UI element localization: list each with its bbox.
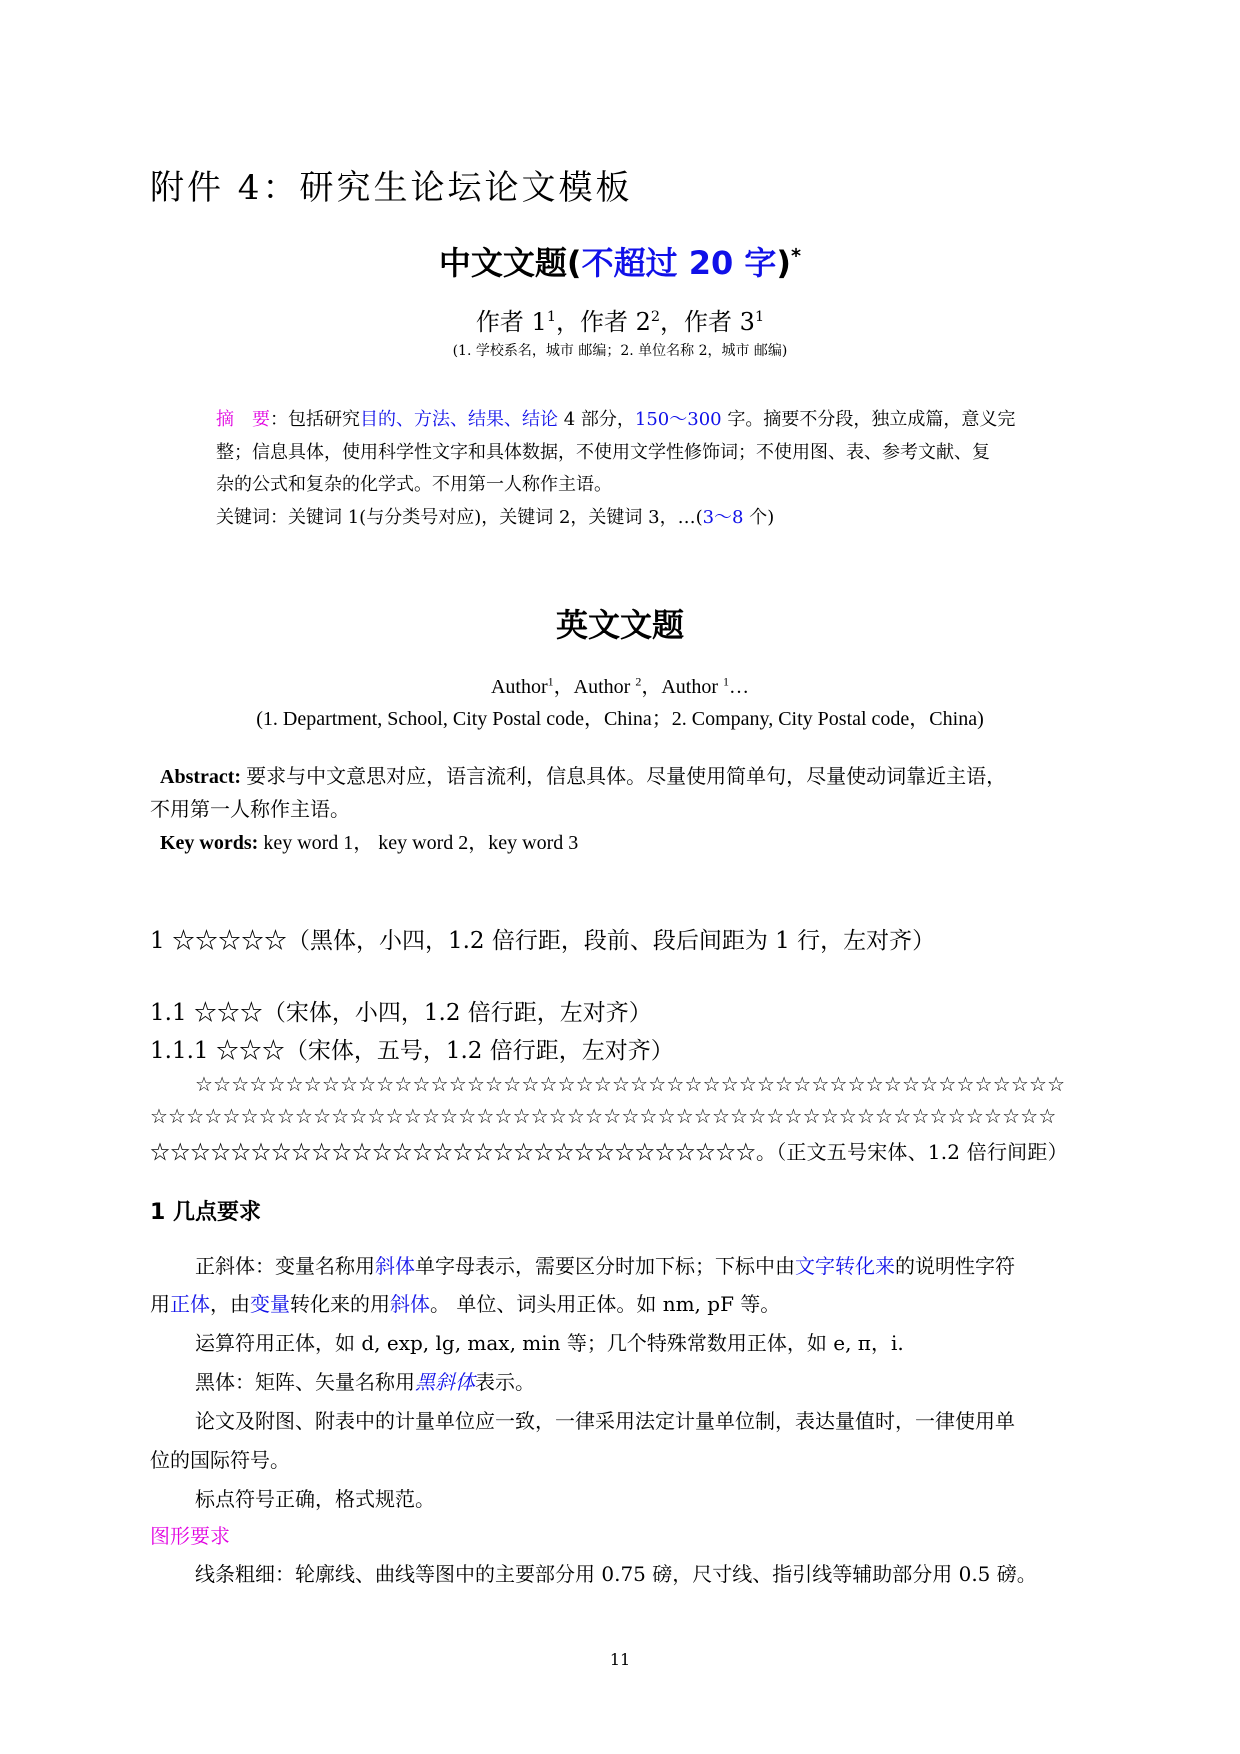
para1-text-h: ，由 xyxy=(210,1292,250,1316)
cn-abstract-line-3: 杂的公式和复杂的化学式。不用第一人称作主语。 xyxy=(216,474,612,495)
en-authors-ellipsis: … xyxy=(729,676,749,698)
en-author-3: ，Author xyxy=(641,676,723,698)
en-keywords-text: key word 1， key word 2，key word 3 xyxy=(258,832,579,854)
para1-italic-word-2: 斜体 xyxy=(390,1292,430,1316)
para1-variable-word: 变量 xyxy=(250,1292,290,1316)
cn-title-note: 不超过 20 字 xyxy=(581,244,777,282)
en-keywords-label: Key words: xyxy=(160,832,259,854)
body-placeholder-line-1: ☆☆☆☆☆☆☆☆☆☆☆☆☆☆☆☆☆☆☆☆☆☆☆☆☆☆☆☆☆☆☆☆☆☆☆☆☆☆☆☆☆☆☆☆☆☆☆☆ xyxy=(195,1072,1066,1096)
en-paper-title: 英文文题 xyxy=(555,606,684,644)
cn-abstract-line-1 xyxy=(216,405,1015,431)
cn-abstract-text-rest: 字。摘要不分段，独立成篇，意义完 xyxy=(721,409,1016,430)
en-author-2: ，Author xyxy=(553,676,636,698)
en-affiliation: (1. Department, School, City Postal code，China；2. Company, City Postal code，China) xyxy=(256,708,984,730)
cn-author-2-sup: 2 xyxy=(650,309,661,325)
para1-text-a: 正斜体：变量名称用 xyxy=(195,1254,375,1278)
para-punctuation: 标点符号正确，格式规范。 xyxy=(195,1487,435,1511)
cn-abstract-line-2: 整；信息具体，使用科学性文字和具体数据，不使用文学性修饰词；不使用图、表、参考文献、复 xyxy=(216,442,990,463)
cn-keywords xyxy=(216,503,774,529)
cn-paper-title xyxy=(0,238,1240,284)
para3-text-a: 黑体：矩阵、矢量名称用 xyxy=(195,1370,415,1394)
en-author-1-sup: 1 xyxy=(547,674,554,689)
en-abstract-line-1 xyxy=(160,760,1006,789)
en-author-2-sup: 2 xyxy=(635,674,642,689)
para-italic-rule-line-2 xyxy=(150,1288,780,1317)
attachment-title: 附件 4：研究生论坛论文模板 xyxy=(150,168,633,208)
cn-author-2: ，作者 2 xyxy=(555,308,651,336)
para-operators: 运算符用正体，如 d, exp, lg, max, min 等；几个特殊常数用正体，如 e, π，i. xyxy=(195,1331,904,1355)
cn-keywords-end: 个) xyxy=(743,507,775,528)
cn-affiliation: (1. 学校系名，城市 邮编；2. 单位名称 2，城市 邮编) xyxy=(452,343,788,359)
para1-text-j: 转化来的用 xyxy=(290,1292,390,1316)
para1-text-l: 。 单位、词头用正体。如 nm, pF 等。 xyxy=(430,1292,781,1316)
en-author-3-sup: 1 xyxy=(723,674,729,689)
cn-authors xyxy=(0,302,1240,337)
cn-title-footnote-mark: * xyxy=(791,244,802,268)
heading-level-1: 1 ☆☆☆☆☆（黑体，小四，1.2 倍行距，段前、段后间距为 1 行，左对齐） xyxy=(150,928,936,954)
para-bold xyxy=(195,1366,535,1395)
para1-italic-word: 斜体 xyxy=(375,1254,415,1278)
en-abstract-text: 要求与中文意思对应，语言流利，信息具体。尽量使用简单句，尽量使动词靠近主语， xyxy=(241,766,1007,788)
page-number: 11 xyxy=(609,1650,631,1669)
cn-abstract-label: 摘 要 xyxy=(216,409,270,430)
para-line-weights: 线条粗细：轮廓线、曲线等图中的主要部分用 0.75 磅，尺寸线、指引线等辅助部分用 0.5 磅。 xyxy=(195,1562,1037,1586)
para-units-line-2: 位的国际符号。 xyxy=(150,1448,290,1472)
cn-keywords-text: 关键词：关键词 1(与分类号对应)，关键词 2，关键词 3，…( xyxy=(216,507,703,528)
cn-author-3-sup: 1 xyxy=(754,309,765,325)
cn-abstract-highlight: 目的、方法、结果、结论 xyxy=(360,409,558,430)
para-italic-rule-line-1 xyxy=(195,1250,1015,1279)
en-abstract-line-2: 不用第一人称作主语。 xyxy=(150,799,350,821)
cn-title-close: ) xyxy=(776,244,792,282)
en-authors xyxy=(0,670,1240,699)
cn-author-1-sup: 1 xyxy=(546,309,556,325)
cn-abstract-range: 150～300 xyxy=(634,409,722,430)
body-placeholder-line-3: ☆☆☆☆☆☆☆☆☆☆☆☆☆☆☆☆☆☆☆☆☆☆☆☆☆☆☆☆☆☆。（正文五号宋体、1.2 倍行间距） xyxy=(150,1140,1068,1164)
para1-text-c: 单字母表示，需要区分时加下标；下标中由 xyxy=(415,1254,795,1278)
para3-text-c: 表示。 xyxy=(475,1370,535,1394)
cn-abstract-text: ：包括研究 xyxy=(270,409,360,430)
requirements-heading: 1 几点要求 xyxy=(150,1200,261,1225)
para1-text-f: 用 xyxy=(150,1292,170,1316)
figure-requirements-heading: 图形要求 xyxy=(150,1524,230,1548)
para1-highlight: 文字转化来 xyxy=(795,1254,895,1278)
para1-text-e: 的说明性字符 xyxy=(895,1254,1015,1278)
cn-author-3: ，作者 3 xyxy=(660,308,755,336)
cn-title-main: 中文文题( xyxy=(438,244,582,282)
heading-level-3: 1.1.1 ☆☆☆（宋体，五号，1.2 倍行距，左对齐） xyxy=(150,1038,674,1064)
cn-abstract-text-mid: 4 部分， xyxy=(558,409,635,430)
en-abstract-label: Abstract: xyxy=(160,766,242,788)
para-units-line-1: 论文及附图、附表中的计量单位应一致，一律采用法定计量单位制，表达量值时，一律使用单 xyxy=(195,1409,1015,1433)
cn-keywords-range: 3～8 xyxy=(702,507,744,528)
body-placeholder-line-2: ☆☆☆☆☆☆☆☆☆☆☆☆☆☆☆☆☆☆☆☆☆☆☆☆☆☆☆☆☆☆☆☆☆☆☆☆☆☆☆☆☆☆☆☆☆☆☆☆☆☆ xyxy=(150,1104,1057,1128)
para1-roman-word: 正体 xyxy=(170,1292,210,1316)
en-keywords xyxy=(160,826,578,855)
para3-bold-italic-word: 黑斜体 xyxy=(415,1370,475,1394)
en-author-1: Author xyxy=(490,676,548,698)
cn-author-1: 作者 1 xyxy=(475,308,547,336)
heading-level-2: 1.1 ☆☆☆（宋体，小四，1.2 倍行距，左对齐） xyxy=(150,1000,652,1026)
